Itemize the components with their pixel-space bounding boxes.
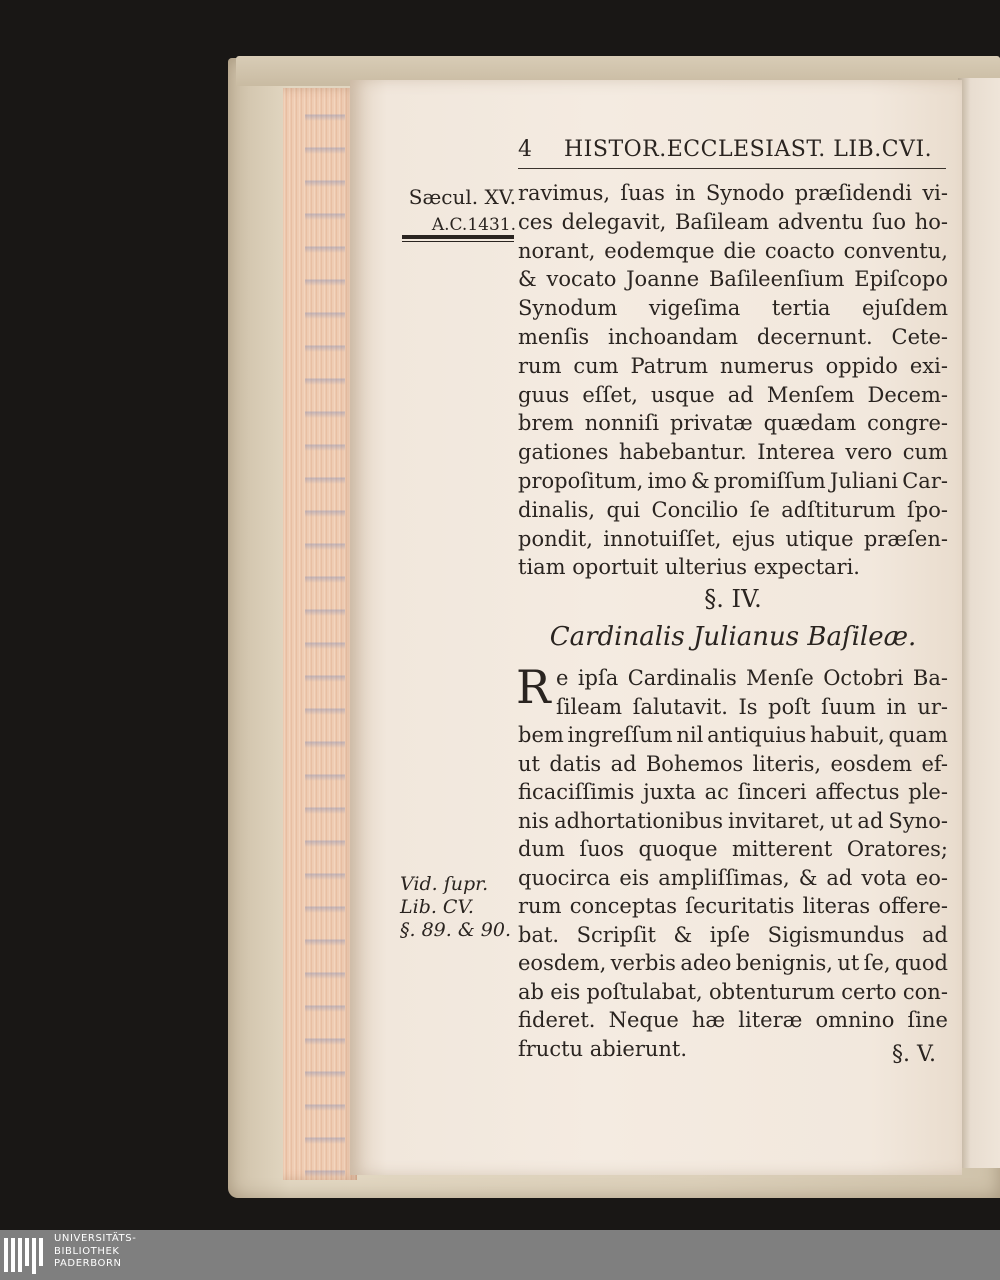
margin-year: A.C.1431. [431, 215, 516, 235]
margin-note-line: §. 89. & 90. [400, 919, 512, 941]
text-line: eosdem, verbis adeo benignis, ut ſe, quod [518, 951, 948, 975]
text-line: fructu abierunt. [518, 1036, 688, 1061]
margin-note-line: Vid. ſupr. [400, 873, 489, 895]
section-heading: §. IV. [704, 585, 762, 613]
text-line: & vocato Joanne Baſileenſium Epiſcopo [518, 267, 948, 292]
margin-reference-note [400, 873, 511, 942]
text-line: tiam oportuit ulterius expectari. [518, 555, 860, 580]
page-edges [283, 88, 357, 1180]
text-line: nis adhortationibus invitaret, ut ad Syno- [518, 808, 948, 833]
text-line: quocirca eis ampliſſimas, & ad vota eo- [518, 865, 948, 890]
text-line: e ipſa Cardinalis Menſe Octobri Ba- [556, 666, 948, 690]
text-line: guus eſſet, usque ad Menſem Decem- [518, 382, 948, 407]
library-footer-bar [0, 1230, 1000, 1280]
text-line: menſis inchoandam decernunt. Cete- [518, 324, 948, 349]
text-line: ut datis ad Bohemos literis, eosdem ef- [518, 751, 948, 776]
margin-rule-thin [402, 241, 514, 242]
text-line: gationes habebantur. Interea vero cum [518, 440, 948, 465]
text-line: fideret. Neque hæ literæ omnino ſine [518, 1008, 948, 1032]
drop-capital: R [516, 660, 551, 714]
text-line: ab eis poſtulabat, obtenturum certo con- [518, 979, 948, 1004]
margin-rule-thick [402, 235, 514, 239]
facing-page-edge [958, 78, 1000, 1168]
margin-date-note [400, 183, 516, 239]
text-line: rum conceptas ſecuritatis literas offere- [518, 894, 948, 918]
text-line: ces delegavit, Baſileam adventu ſuo ho- [518, 209, 948, 234]
text-line: ravimus, ſuas in Synodo præſidendi vi- [518, 181, 948, 205]
text-line: ſileam ſalutavit. Is poſt ſuum in ur- [556, 694, 948, 719]
text-line: brem nonniſi privatæ quædam congre- [518, 411, 948, 436]
logo-line: PADERBORN [54, 1258, 122, 1269]
text-line: norant, eodemque die coacto conventu, [518, 238, 948, 263]
margin-note-line: Lib. CV. [400, 896, 474, 918]
running-header [518, 137, 932, 162]
text-line: propoſitum, imo & promiſſum Juliani Car- [518, 468, 948, 493]
section-subtitle: Cardinalis Julianus Baſileæ. [549, 622, 917, 652]
library-logo-text [54, 1233, 136, 1271]
text-line: bem ingreſſum nil antiquius habuit, quam [518, 723, 948, 747]
body-text-2 [516, 660, 948, 1063]
text-line: dum ſuos quoque mitterent Oratores; [518, 837, 948, 861]
margin-century: Sæcul. XV. [408, 185, 516, 209]
running-title: HISTOR.ECCLESIAST. LIB.CVI. [564, 137, 933, 162]
text-line: bat. Scripſit & ipſe Sigismundus ad [518, 922, 948, 947]
body-text-1 [518, 179, 948, 582]
header-rule [518, 168, 946, 169]
library-logo-icon [4, 1238, 46, 1274]
text-line: dinalis, qui Concilio ſe adſtiturum ſpo- [518, 497, 948, 522]
text-line: ficaciſſimis juxta ac ſinceri affectus ple- [518, 780, 948, 804]
logo-line: UNIVERSITÄTS- [54, 1233, 137, 1244]
text-line: rum cum Patrum numerus oppido exi- [518, 353, 948, 378]
text-line: Synodum vigeſima tertia ejuſdem [518, 296, 948, 321]
catchword: §. V. [892, 1042, 937, 1067]
text-line: pondit, innotuiſſet, ejus utique præſen- [518, 526, 948, 551]
logo-line: BIBLIOTHEK [54, 1245, 120, 1257]
page-number: 4 [518, 137, 533, 162]
